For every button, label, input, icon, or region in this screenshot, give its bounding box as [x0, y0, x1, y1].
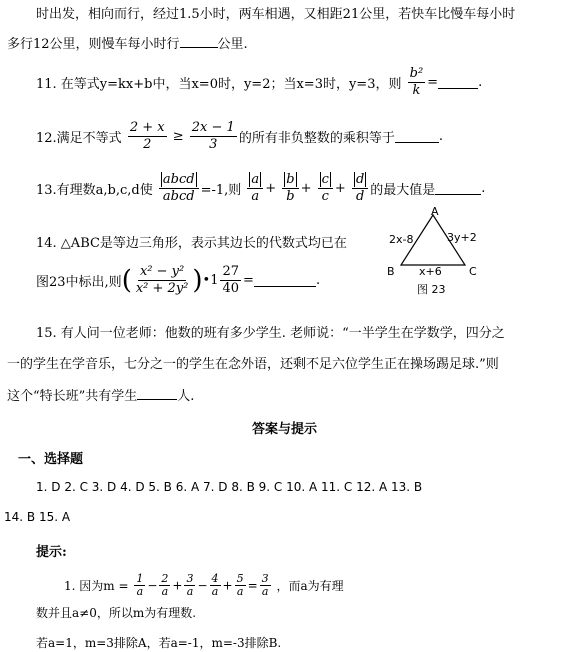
q14-dot: • — [202, 273, 211, 288]
q14-line2-pre: 图23中标出,则 — [36, 275, 122, 290]
triangle-figure — [383, 203, 493, 298]
answers-line1: 1. D 2. C 3. D 4. D 5. B 6. A 7. D 8. B 9. C 10. A 11. C 12. A 13. B — [36, 480, 423, 494]
q14-blank — [254, 275, 316, 287]
q12-post: 的所有非负整数的乘积等于 — [238, 131, 395, 146]
q12-frac2-den: 3 — [209, 137, 218, 152]
answers-line2: 14. B 15. A — [4, 510, 71, 524]
q13-frac-b — [282, 172, 298, 205]
q12-frac1 — [128, 120, 167, 153]
q12-frac1-den: 2 — [143, 137, 152, 152]
q10-line2 — [7, 33, 248, 52]
q14-paren-den: x² + 2y² — [135, 281, 189, 296]
q14-paren-frac — [134, 264, 191, 297]
q13-plus2: + — [300, 181, 312, 196]
hint1-frac-num: 1 — [136, 572, 144, 585]
answers-title: 答案与提示 — [252, 422, 318, 437]
hint1-frac-num: 3 — [261, 572, 269, 585]
q13-pre: 13.有理数a,b,c,d使 — [36, 183, 153, 198]
q14-paren-close: ) — [192, 265, 203, 296]
q10-line1: 时出发，相向而行，经过1.5小时，两车相遇，又相距21公里，若快车比慢车每小时 — [36, 7, 516, 22]
q11 — [36, 66, 482, 99]
q11-frac-den: k — [412, 83, 421, 98]
hint1-frac-num: 3 — [186, 572, 194, 585]
q13-plus1: + — [265, 181, 277, 196]
q11-fraction — [408, 66, 426, 99]
q15-line2: 一的学生在学音乐，七分之一的学生在念外语，还剩不足六位学生正在操场踢足球.”则 — [7, 357, 499, 372]
q14-paren-num: x² − y² — [139, 264, 185, 279]
hint1-frac-den: a — [236, 585, 244, 598]
vertex-b-label: B — [387, 265, 395, 278]
q15-line1: 15. 有人问一位老师：他数的班有多少学生. 老师说：“一半学生在学数学，四分之 — [36, 326, 505, 341]
q13-abs-a: a — [251, 172, 260, 187]
hint1-operator: + — [222, 578, 233, 593]
q13-plus3: + — [334, 181, 346, 196]
q13-abs-d: d — [355, 172, 365, 187]
q13-blank — [435, 183, 481, 195]
q13-post: 的最大值是 — [370, 183, 436, 198]
hint1-operator: − — [197, 578, 208, 593]
hint1-fraction — [235, 573, 246, 598]
hint1-fraction — [184, 573, 195, 598]
hint-title: 提示: — [36, 545, 67, 560]
q14-mixed-whole: 1 — [210, 273, 219, 288]
hint1-frac-den: a — [136, 585, 144, 598]
q13-abs-value: abcd — [162, 172, 195, 187]
q12-pre: 12.满足不等式 — [36, 131, 122, 146]
answers-section: 一、选择题 — [18, 452, 84, 467]
q13-den-a: a — [251, 189, 260, 204]
q13-frac-c — [318, 172, 333, 205]
side-bc-label: x+6 — [419, 265, 442, 278]
q12-ge: ≥ — [172, 129, 184, 144]
hint1-operator: − — [147, 578, 158, 593]
q15-line3-pre: 这个“特长班”共有学生 — [7, 389, 138, 404]
hint1-frac-num: 4 — [211, 572, 219, 585]
q11-end: . — [478, 75, 483, 90]
q13-main-den: abcd — [162, 189, 195, 204]
q10-line2-post: 公里. — [217, 37, 248, 52]
hint1-fraction — [210, 573, 221, 598]
q13-den-d: d — [355, 189, 365, 204]
q13-den-b: b — [286, 189, 295, 204]
q14-mixed-num: 27 — [222, 264, 240, 279]
figure-caption: 图 23 — [417, 283, 446, 296]
q14-mixed-den: 40 — [222, 281, 240, 296]
hint1-frac-den: a — [261, 585, 269, 598]
q14-line1: 14. △ABC是等边三角形，表示其边长的代数式均已在 — [36, 236, 347, 251]
q13-frac-a — [247, 172, 263, 205]
vertex-c-label: C — [469, 265, 477, 278]
hint1-fraction — [260, 573, 271, 598]
hint1 — [64, 573, 344, 598]
q11-frac-num: b² — [409, 66, 424, 81]
hint1-frac-den: a — [211, 585, 219, 598]
q14-paren-open: ( — [121, 265, 132, 296]
q13-abs-b: b — [286, 172, 295, 187]
q11-blank — [438, 77, 478, 89]
side-ab-label: 2x-8 — [389, 233, 414, 246]
side-ac-label: 3y+2 — [447, 231, 477, 244]
hint1-post: ，而a为有理 — [276, 579, 344, 593]
q13-frac-d — [352, 172, 368, 205]
q12-frac2-num: 2x − 1 — [191, 120, 235, 135]
q10-blank — [180, 36, 218, 48]
q13-end: . — [481, 181, 486, 196]
q15-line3-post: 人. — [177, 389, 195, 404]
q14-eq: = — [243, 273, 254, 288]
q13-main-frac — [159, 172, 199, 205]
hint1-frac-den: a — [186, 585, 194, 598]
q10-line2-pre: 多行12公里，则慢车每小时行 — [7, 37, 180, 52]
hint1-frac-num: 5 — [236, 572, 244, 585]
hint1-fraction — [159, 573, 170, 598]
hint1-terms — [132, 572, 272, 598]
q14-end: . — [315, 273, 321, 288]
q11-text: 11. 在等式y=kx+b中，当x=0时，y=2；当x=3时，y=3，则 — [36, 77, 402, 92]
hint1-frac-num: 2 — [161, 572, 169, 585]
hint1-frac-den: a — [161, 585, 169, 598]
q14-mixed-frac — [220, 264, 241, 297]
q13-abs-num — [159, 172, 199, 189]
hint1-operator: = — [247, 578, 258, 593]
q11-eq: = — [427, 75, 439, 90]
q15-line3 — [7, 385, 194, 404]
hint1-operator: + — [172, 578, 183, 593]
q15-blank — [137, 388, 177, 400]
q12-frac2 — [190, 120, 237, 153]
hint1-pre: 1. 因为m = — [64, 579, 129, 593]
hint2: 若a=1，m=3排除A，若a=-1，m=-3排除B. — [36, 636, 282, 650]
q13 — [36, 172, 485, 205]
q12-frac1-num: 2 + x — [129, 120, 165, 135]
vertex-a-label: A — [431, 205, 439, 218]
q13-den-c: c — [321, 189, 329, 204]
q12-end: . — [438, 129, 443, 144]
hint1-line2: 数并且a≠0，所以m为有理数. — [36, 606, 197, 620]
q13-mid: =-1,则 — [200, 183, 242, 198]
q12-blank — [395, 131, 439, 143]
q14-line2 — [36, 264, 320, 297]
hint1-fraction — [134, 573, 145, 598]
q12 — [36, 120, 443, 153]
q13-abs-c: c — [321, 172, 329, 187]
